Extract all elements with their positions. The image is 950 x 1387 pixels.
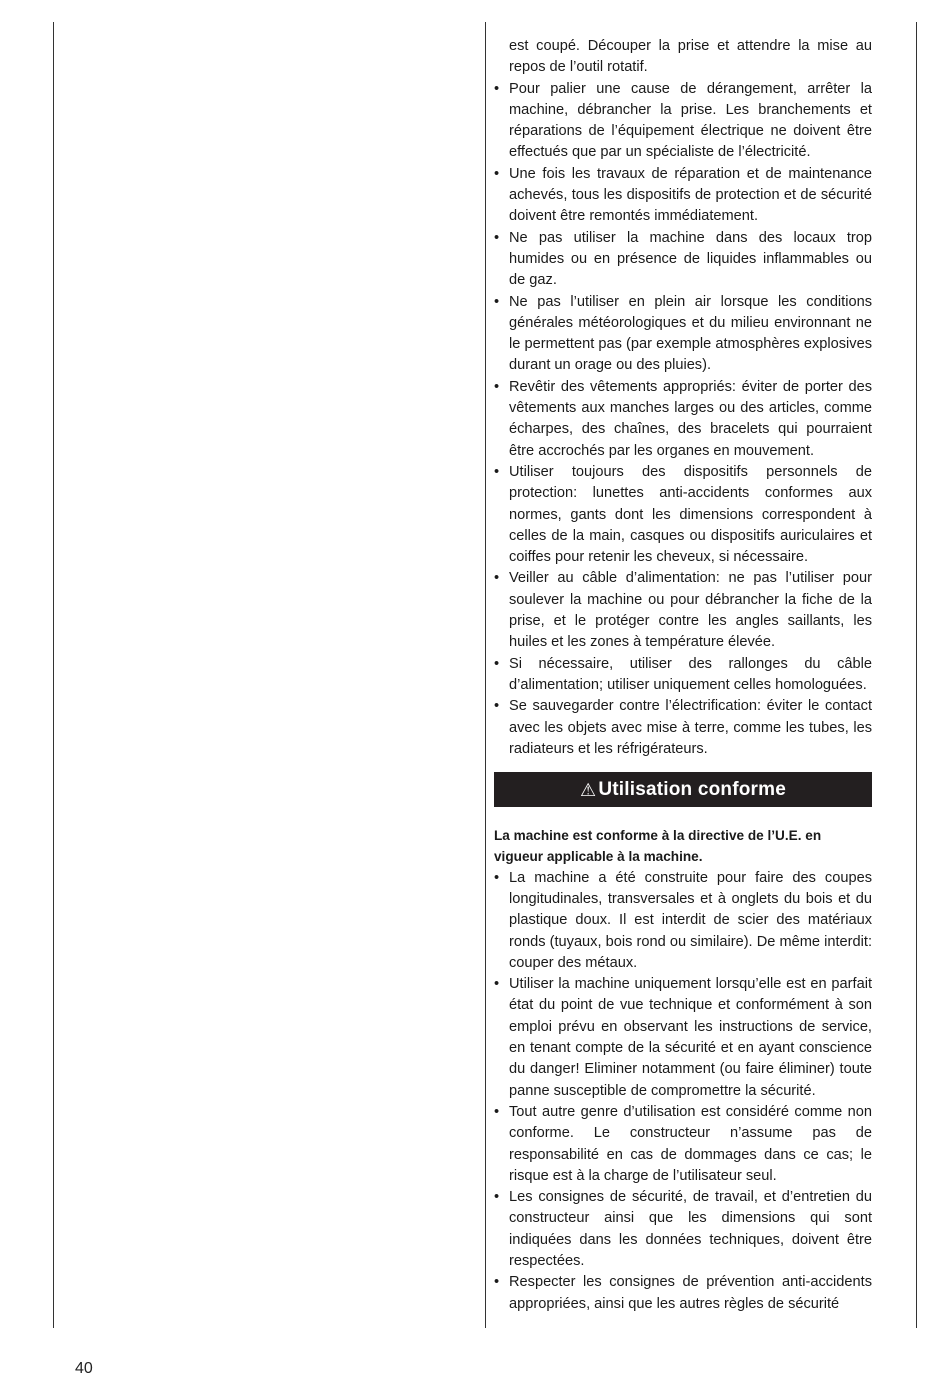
section-intro: La machine est conforme à la directive de l’U.E. en vigueur applicable à la machine. xyxy=(494,828,822,865)
center-column-rule xyxy=(485,22,486,1328)
right-column-rule xyxy=(916,22,917,1328)
warning-triangle-icon: ⚠ xyxy=(579,779,597,800)
safety-bullet-list xyxy=(494,79,872,761)
safety-bullet: • Ne pas l’utiliser en plein air lorsque les conditions générales météorologiques et du milieu environnant ne le permettent pas (par exemple atmosphères explosives durant un orage ou des pluies). xyxy=(494,292,872,377)
safety-bullet: • Pour palier une cause de dérangement, arrêter la machine, débrancher la prise. Les branchements et réparations de l’équipement électrique ne doivent être effectués que par un spécialiste de l’électricité. xyxy=(494,79,872,164)
usage-bullet-list xyxy=(494,868,872,1315)
section-title: Utilisation conforme xyxy=(598,778,787,800)
safety-bullet: • Veiller au câble d’alimentation: ne pas l’utiliser pour soulever la machine ou pour débrancher la fiche de la prise, et le protéger contre les angles saillants, les huiles et les zones à température élevée. xyxy=(494,568,872,653)
usage-bullet: • La machine a été construite pour faire des coupes longitudinales, transversales et à onglets du bois et du plastique doux. Il est interdit de scier des matériaux ronds (tuyaux, bois rond ou similaire). De même interdit: couper des métaux. xyxy=(494,868,872,974)
safety-bullet: • Si nécessaire, utiliser des rallonges du câble d’alimentation; utiliser uniquement celles homologuées. xyxy=(494,654,872,697)
safety-bullet: • Revêtir des vêtements appropriés: éviter de porter des vêtements aux manches larges ou des articles, comme écharpes, des chaînes, des bracelets qui pourraient être accrochés par les organes en mouvement. xyxy=(494,377,872,462)
usage-bullet: • Respecter les consignes de prévention anti-accidents appropriées, ainsi que les autres règles de sécurité xyxy=(494,1272,872,1315)
left-column-rule xyxy=(53,22,54,1328)
usage-bullet: • Utiliser la machine uniquement lorsqu’elle est en parfait état du point de vue technique et conformément à son emploi prévu en observant les instructions de service, en tenant compte de la sécurité et en ayant conscience du danger! Eliminer notamment (ou faire éliminer) toute panne susceptible de compromettre la sécurité. xyxy=(494,974,872,1102)
usage-bullet: • Tout autre genre d’utilisation est considéré comme non conforme. Le constructeur n’assume pas de responsabilité en cas de dommages dans ce cas; le risque est à la charge de l’utilisateur seul. xyxy=(494,1102,872,1187)
section-header-utilisation-conforme xyxy=(494,772,872,807)
safety-bullet: • Ne pas utiliser la machine dans des locaux trop humides ou en présence de liquides inflammables ou de gaz. xyxy=(494,228,872,292)
safety-bullet: • Une fois les travaux de réparation et de maintenance achevés, tous les dispositifs de protection et de sécurité doivent être remontés immédiatement. xyxy=(494,164,872,228)
page-number: 40 xyxy=(75,1360,93,1377)
right-text-column xyxy=(494,36,872,1315)
safety-bullet: • Se sauvegarder contre l’électrification: éviter le contact avec les objets avec mise à terre, comme les tubes, les radiateurs et les réfrigérateurs. xyxy=(494,696,872,760)
continued-paragraph: est coupé. Découper la prise et attendre la mise au repos de l’outil rotatif. xyxy=(509,38,872,76)
safety-bullet: • Utiliser toujours des dispositifs personnels de protection: lunettes anti-accidents conformes aux normes, gants dont les dimensions correspondent à celles de la main, casques ou dispositifs auriculaires et coiffes pour retenir les cheveux, si nécessaire. xyxy=(494,462,872,568)
usage-bullet: • Les consignes de sécurité, de travail, et d’entretien du constructeur ainsi que les dimensions qui sont indiquées dans les données techniques, doivent être respectées. xyxy=(494,1187,872,1272)
